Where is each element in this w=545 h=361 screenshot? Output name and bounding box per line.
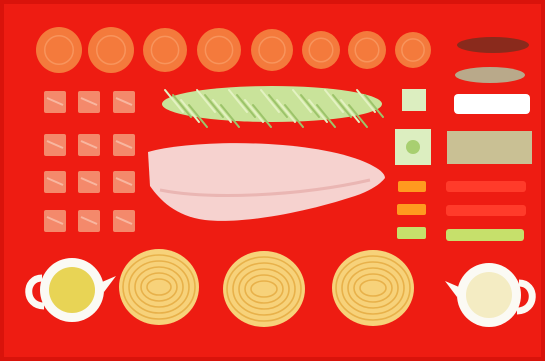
salt-pile xyxy=(454,94,530,114)
carrot-slice xyxy=(348,31,386,69)
jug-liquid xyxy=(49,267,95,313)
crushed-pepper-pile xyxy=(457,37,529,53)
cucumber-cube xyxy=(402,89,426,111)
butter-slab xyxy=(447,131,532,164)
carrot-slice xyxy=(36,27,82,73)
green-pepper-strip xyxy=(446,229,524,241)
cucumber-seed-core xyxy=(406,140,420,154)
carrot-slice xyxy=(395,32,431,68)
dried-herb-pile xyxy=(455,67,525,83)
carrot-slice xyxy=(88,27,134,73)
carrot-slice xyxy=(302,31,340,69)
green-pepper-piece xyxy=(397,227,426,239)
orange-pepper-piece xyxy=(398,181,426,192)
orange-pepper-piece xyxy=(397,204,426,215)
red-pepper-strip xyxy=(446,181,526,192)
carrot-slice xyxy=(197,28,241,72)
carrot-slices-row xyxy=(36,27,431,73)
red-pepper-strip xyxy=(446,205,526,216)
pasta-nests-row xyxy=(119,249,414,327)
jug-liquid xyxy=(466,272,512,318)
carrot-slice xyxy=(251,29,293,71)
carrot-slice xyxy=(143,28,187,72)
